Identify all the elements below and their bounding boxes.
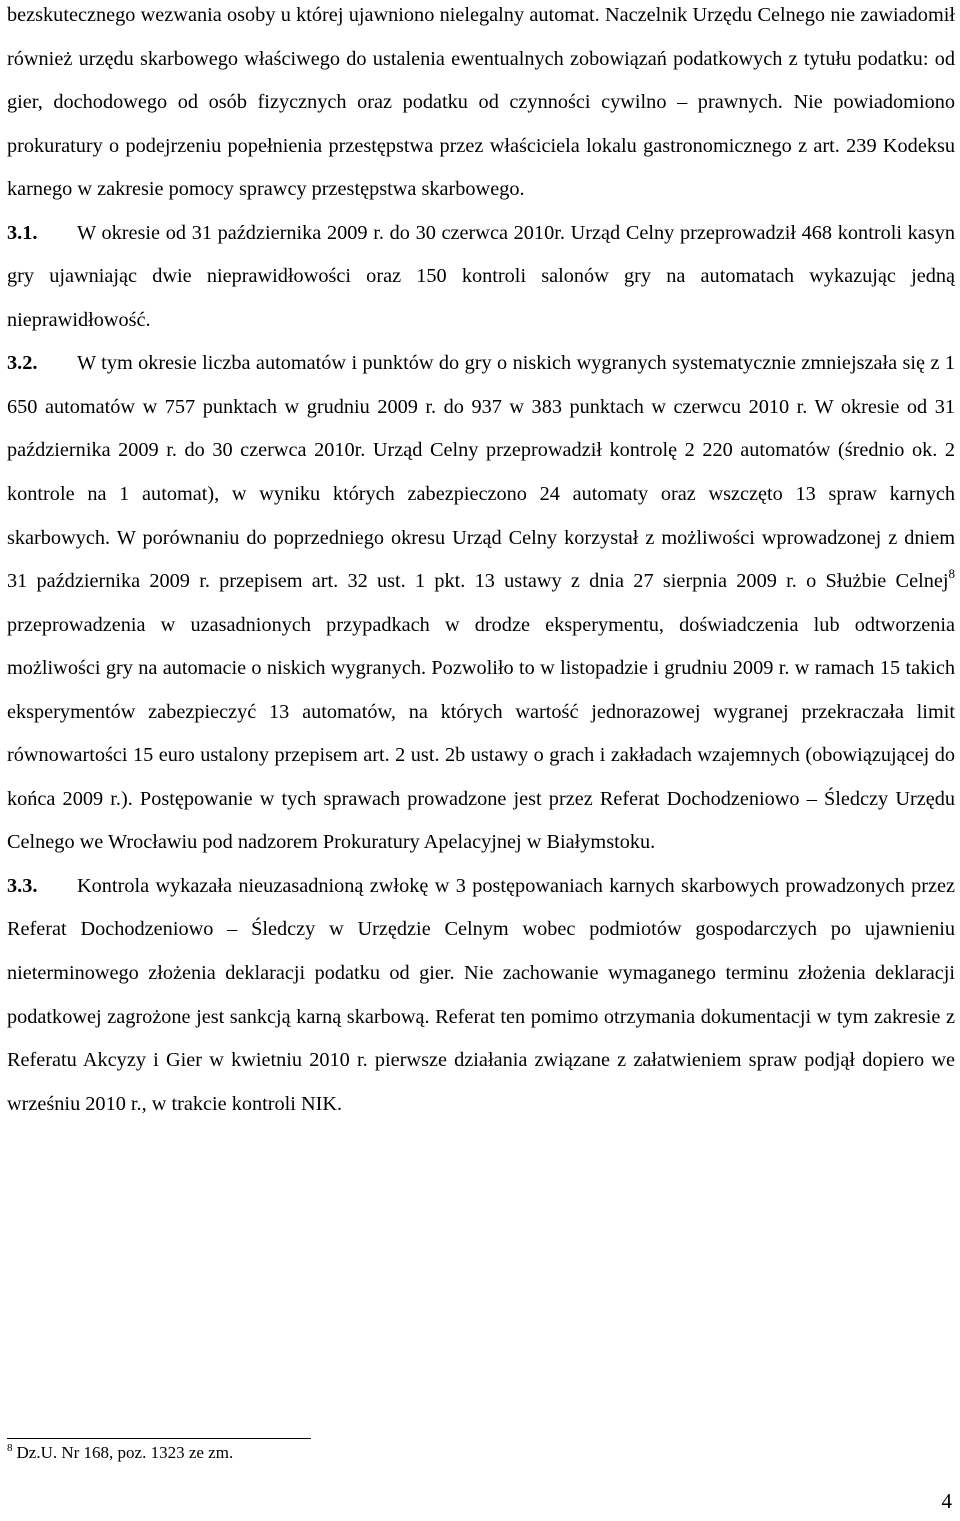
section-number-3-2: 3.2. [7, 352, 38, 375]
paragraph-3-2-text-a: W tym okresie liczba automatów i punktów do gry o niskich wygranych systematycznie zmniejszała się z 1 650 automatów w 757 punktach w grudniu 2009 r. do 937 w 383 punktach w czerwcu 2010 r. W okresie od 31 października 2009 r. do 30 czerwca 2010r. Urząd Celny przeprowadził kontrolę 2 220 automatów (średnio ok. 2 kontrole na 1 automat), w wyniku których zabezpieczono 24 automaty oraz wszczęto 13 spraw karnych skarbowych. W porównaniu do poprzedniego okresu Urząd Celny korzystał z możliwości wprowadzonej z dniem 31 października 2009 r. przepisem art. 32 ust. 1 pkt. 13 ustawy z dnia 27 sierpnia 2009 r. o Służbie Celnej [7, 352, 955, 593]
footnote-divider [7, 1438, 311, 1439]
paragraph-3-2 [7, 342, 955, 865]
paragraph-3-1-text: W okresie od 31 października 2009 r. do 30 czerwca 2010r. Urząd Celny przeprowadził 468 kontroli kasyn gry ujawniając dwie nieprawidłowości oraz 150 kontroli salonów gry na automatach wykazując jedną nieprawidłowość. [7, 221, 955, 331]
section-number-3-3: 3.3. [7, 874, 38, 897]
paragraph-intro-text: bezskutecznego wezwania osoby u której ujawniono nielegalny automat. Naczelnik Urzędu Celnego nie zawiadomił również urzędu skarbowego właściwego do ustalenia ewentualnych zobowiązań podatkowych z tytułu podatku: od gier, dochodowego od osób fizycznych oraz podatku od czynności cywilno – prawnych. Nie powiadomiono prokuratury o podejrzeniu popełnienia przestępstwa przez właściciela lokalu gastronomicznego z art. 239 Kodeksu karnego w zakresie pomocy sprawcy przestępstwa skarbowego. [7, 4, 955, 201]
paragraph-3-1 [7, 212, 955, 343]
paragraph-intro [7, 0, 955, 212]
section-number-3-1: 3.1. [7, 221, 38, 244]
document-page [7, 0, 955, 1126]
paragraph-3-3 [7, 865, 955, 1126]
footnote-reference: 8 [948, 566, 955, 582]
page-number: 4 [941, 1489, 952, 1513]
footnote [7, 1441, 233, 1465]
paragraph-3-2-text-b: przeprowadzenia w uzasadnionych przypadkach w drodze eksperymentu, doświadczenia lub odtworzenia możliwości gry na automacie o niskich wygranych. Pozwoliło to w listopadzie i grudniu 2009 r. w ramach 15 takich eksperymentów zabezpieczyć 13 automatów, na których wartość jednorazowej wygranej przekraczała limit równowartości 15 euro ustalony przepisem art. 2 ust. 2b ustawy o grach i zakładach wzajemnych (obowiązującej do końca 2009 r.). Postępowanie w tych sprawach prowadzone jest przez Referat Dochodzeniowo – Śledczy Urzędu Celnego we Wrocławiu pod nadzorem Prokuratury Apelacyjnej w Białymstoku. [7, 613, 955, 854]
footnote-marker: 8 [7, 1442, 13, 1454]
footnote-text: Dz.U. Nr 168, poz. 1323 ze zm. [16, 1443, 234, 1462]
paragraph-3-3-text: Kontrola wykazała nieuzasadnioną zwłokę w 3 postępowaniach karnych skarbowych prowadzonych przez Referat Dochodzeniowo – Śledczy w Urzędzie Celnym wobec podmiotów gospodarczych po ujawnieniu nieterminowego złożenia deklaracji podatku od gier. Nie zachowanie wymaganego terminu złożenia deklaracji podatkowej zagrożone jest sankcją karną skarbową. Referat ten pomimo otrzymania dokumentacji w tym zakresie z Referatu Akcyzy i Gier w kwietniu 2010 r. pierwsze działania związane z załatwieniem spraw podjął dopiero we wrześniu 2010 r., w trakcie kontroli NIK. [7, 874, 955, 1115]
